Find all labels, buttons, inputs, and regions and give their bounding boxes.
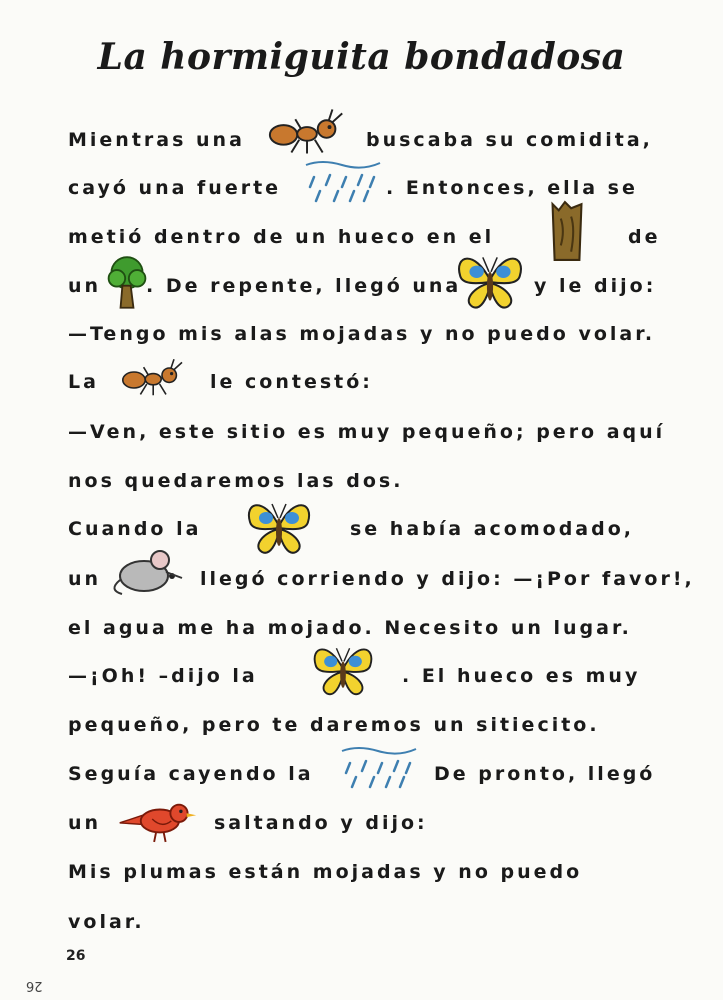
story-text: nos quedaremos las dos.	[68, 470, 404, 492]
story-title: La hormiguita bondadosa	[97, 36, 626, 78]
story-text: Mis plumas están mojadas y no puedo	[68, 861, 583, 883]
story-text: cayó una fuerte	[68, 177, 282, 199]
mouse-icon	[108, 546, 188, 596]
story-text: —¡Oh! –dijo la	[68, 665, 258, 687]
story-text: buscaba su comidita,	[366, 129, 653, 151]
story-text: pequeño, pero te daremos un sitiecito.	[68, 714, 600, 736]
story-line	[68, 897, 658, 947]
butterfly-icon	[244, 496, 314, 556]
rain-icon	[302, 159, 382, 209]
rain-icon	[338, 745, 418, 795]
story-text: . El hueco es muy	[402, 665, 641, 687]
page-number: 26	[66, 948, 86, 964]
ant-icon	[264, 101, 352, 159]
story-text: La	[68, 371, 99, 393]
story-line	[68, 700, 658, 750]
story-line	[68, 749, 658, 799]
story-line	[68, 407, 666, 457]
bird-icon	[114, 796, 200, 844]
story-text: volar.	[68, 911, 145, 933]
tree-trunk-icon	[546, 200, 588, 262]
story-text: un	[68, 275, 102, 297]
story-text: saltando y dijo:	[214, 812, 428, 834]
butterfly-icon	[454, 249, 526, 311]
tree-icon	[104, 253, 150, 311]
story-text: el agua me ha mojado. Necesito un lugar.	[68, 617, 632, 639]
story-text: se había acomodado,	[350, 518, 634, 540]
story-text: un	[68, 812, 102, 834]
story-line	[68, 309, 658, 359]
story-line	[68, 115, 658, 165]
story-text: . De repente, llegó una	[146, 275, 462, 297]
butterfly-icon	[310, 639, 376, 699]
story-line	[68, 651, 658, 701]
story-text: Mientras una	[68, 129, 245, 151]
story-text: y le dijo:	[534, 275, 657, 297]
story-line	[68, 261, 658, 311]
story-text: Cuando la	[68, 518, 202, 540]
story-text: metió dentro de un hueco en el	[68, 226, 495, 248]
story-text: un	[68, 568, 102, 590]
story-text: llegó corriendo y dijo: —¡Por favor!,	[200, 568, 695, 590]
ant-icon	[118, 353, 190, 399]
story-text: le contestó:	[210, 371, 373, 393]
story-line	[68, 456, 658, 506]
story-text: Seguía cayendo la	[68, 763, 314, 785]
story-text: . Entonces, ella se	[386, 177, 638, 199]
page-number-mirror: 26	[26, 978, 43, 993]
story-text: de	[628, 226, 661, 248]
story-line	[68, 212, 661, 262]
story-line	[68, 357, 658, 407]
story-line	[68, 798, 658, 848]
story-text: —Tengo mis alas mojadas y no puedo volar.	[68, 323, 656, 345]
story-text: De pronto, llegó	[434, 763, 656, 785]
story-text: —Ven, este sitio es muy pequeño; pero aquí	[68, 421, 666, 443]
story-line	[68, 847, 658, 897]
story-line	[68, 554, 695, 604]
